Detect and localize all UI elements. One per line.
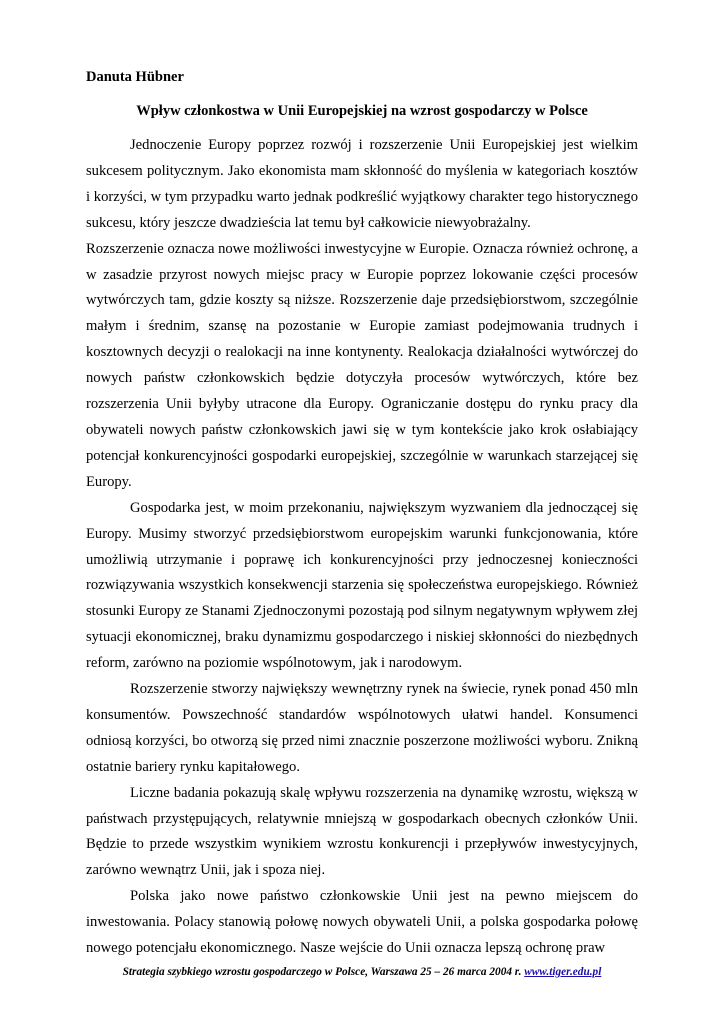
paragraph: Polska jako nowe państwo członkowskie Unii jest na pewno miejscem do inwestowania. Polacy stanowią połowę nowych obywateli Unii, a polska gospodarka połowę nowego potencjału ekonomicznego. Nasze wejście do Unii oznacza lepszą ochronę praw bbox=[86, 888, 638, 957]
footer-text: Strategia szybkiego wzrostu gospodarczego w Polsce, Warszawa 25 – 26 marca 2004 r. bbox=[122, 966, 525, 978]
page-footer bbox=[86, 965, 638, 979]
paragraph: Rozszerzenie oznacza nowe możliwości inwestycyjne w Europie. Oznacza również ochronę, a w zasadzie przyrost nowych miejsc pracy w Europie poprzez lokowanie części procesów wytwórczych tam, gdzie koszty są niższe. Rozszerzenie daje przedsiębiorstwom, szczególnie małym i średnim, szansę na pozostanie w Europie zamiast podejmowania trudnych i kosztownych decyzji o realokacji na inne kontynenty. Realokacja działalności wytwórczej do nowych państw członkowskich będzie dotyczyła procesów wytwórczych, które bez rozszerzenia Unii byłyby utracone dla Europy. Ograniczanie dostępu do rynku pracy dla obywateli nowych państw członkowskich jawi się w tym kontekście jako krok osłabiający potencjał konkurencyjności gospodarki europejskiej, szczególnie w warunkach starzejącej się Europy. bbox=[86, 240, 638, 490]
document-title: Wpływ członkostwa w Unii Europejskiej na wzrost gospodarczy w Polsce bbox=[136, 103, 588, 119]
author-name: Danuta Hübner bbox=[86, 69, 184, 85]
footer-link[interactable]: www.tiger.edu.pl bbox=[524, 966, 602, 978]
paragraph: Gospodarka jest, w moim przekonaniu, największym wyzwaniem dla jednoczącej się Europy. Musimy stworzyć przedsiębiorstwom europejskim warunki funkcjonowania, które umożliwią utrzymanie i poprawę ich konkurencyjności przy jednoczesnej konieczności rozwiązywania wszystkich konsekwencji starzenia się społeczeństwa europejskiego. Również stosunki Europy ze Stanami Zjednoczonymi pozostają pod silnym negatywnym wpływem złej sytuacji ekonomicznej, braku dynamizmu gospodarczego i niskiej skłonności do niezbędnych reform, zarówno na poziomie wspólnotowym, jak i narodowym. bbox=[86, 499, 638, 672]
paragraph: Rozszerzenie stworzy największy wewnętrzny rynek na świecie, rynek ponad 450 mln konsumentów. Powszechność standardów wspólnotowych ułatwi handel. Konsumenci odniosą korzyści, bo otworzą się przed nimi znacznie poszerzone możliwości wyboru. Znikną ostatnie bariery rynku kapitałowego. bbox=[86, 681, 638, 775]
document-body bbox=[86, 133, 638, 962]
paragraph: Jednoczenie Europy poprzez rozwój i rozszerzenie Unii Europejskiej jest wielkim sukcesem politycznym. Jako ekonomista mam skłonność do myślenia w kategoriach kosztów i korzyści, w tym przypadku warto jednak podkreślić wyjątkowy charakter tego historycznego sukcesu, który jeszcze dwadzieścia lat temu był całkowicie niewyobrażalny. bbox=[86, 137, 638, 231]
paragraph: Liczne badania pokazują skalę wpływu rozszerzenia na dynamikę wzrostu, większą w państwach przystępujących, relatywnie mniejszą w gospodarkach obecnych członków Unii. Będzie to przede wszystkim wynikiem wzrostu konkurencji i przepływów inwestycyjnych, zarówno wewnątrz Unii, jak i spoza niej. bbox=[86, 784, 638, 879]
